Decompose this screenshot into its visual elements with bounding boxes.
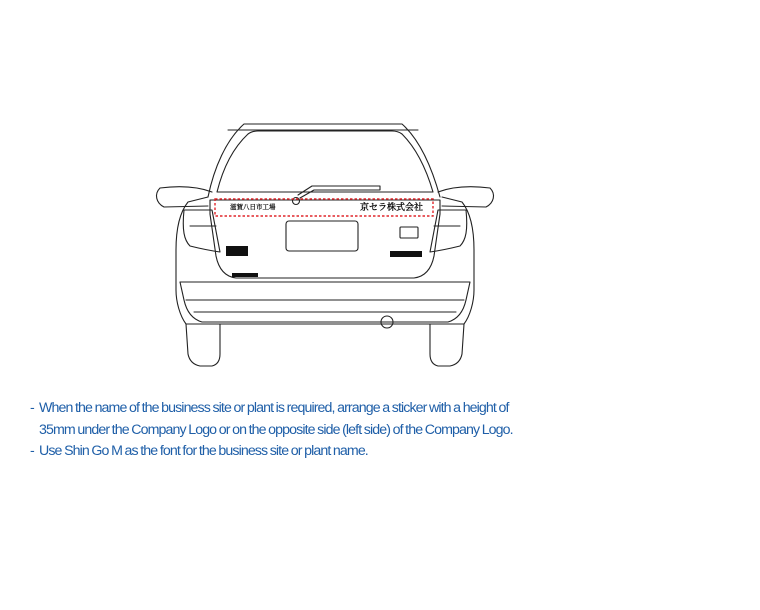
note-item xyxy=(30,398,750,420)
note-item xyxy=(30,441,750,463)
notes-block xyxy=(30,398,750,463)
right-mirror xyxy=(438,187,493,207)
left-mirror xyxy=(157,187,212,207)
right-marker xyxy=(400,227,418,238)
right-tire xyxy=(430,324,464,366)
rear-bumper xyxy=(180,282,470,322)
right-reflector xyxy=(390,251,422,257)
company-logo-sticker: 京セラ株式会社 xyxy=(360,203,424,213)
car-rear-diagram xyxy=(150,112,500,374)
note-text: When the name of the business site or plant is required, arrange a sticker with a height of xyxy=(39,400,509,416)
left-body-side xyxy=(176,197,208,324)
license-plate xyxy=(286,221,358,251)
rear-window xyxy=(217,131,433,192)
note-text: Use Shin Go M as the font for the business site or plant name. xyxy=(39,443,368,459)
note-item-continuation xyxy=(30,420,750,442)
note-text: 35mm under the Company Logo or on the opposite side (left side) of the Company Logo. xyxy=(39,421,513,438)
plant-name-sticker: 滋賀八日市工場 xyxy=(230,203,276,211)
right-body-side xyxy=(442,197,474,324)
left-tire xyxy=(186,324,220,366)
lower-left-bar xyxy=(232,273,258,277)
note-bullet: - xyxy=(30,400,34,416)
left-reflector xyxy=(226,246,248,256)
note-bullet: - xyxy=(30,443,34,459)
